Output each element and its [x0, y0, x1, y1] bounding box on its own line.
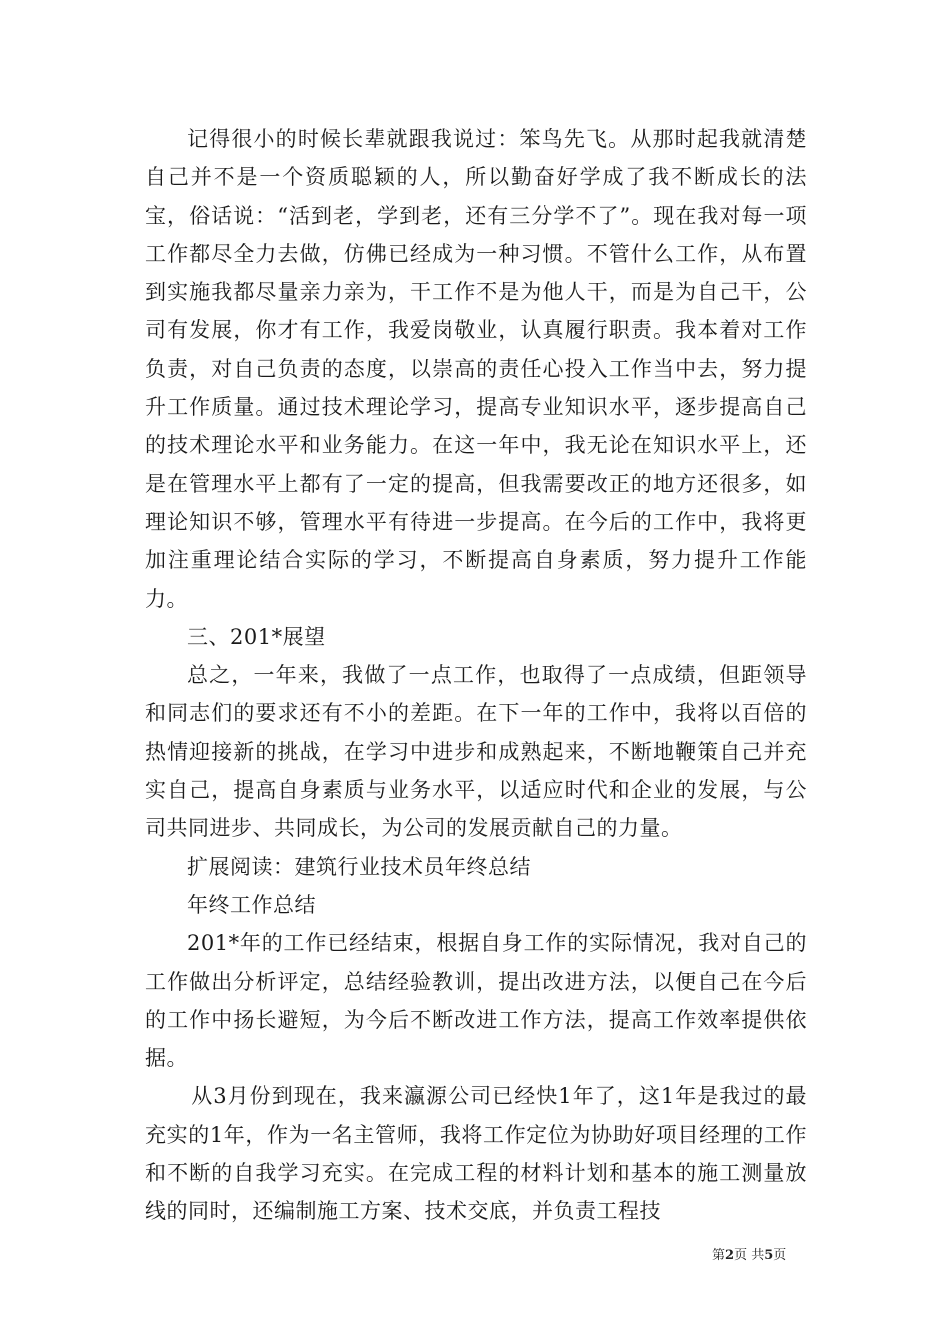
- extended-reading-title: 扩展阅读：建筑行业技术员年终总结: [187, 854, 531, 879]
- paragraph-summary: 总之，一年来，我做了一点工作，也取得了一点成绩，但距领导和同志们的要求还有不小的差距。在下一年的工作中，我将以百倍的热情迎接新的挑战，在学习中进步和成熟起来，不断地鞭策自己并充实自己，提高自身素质与业务水平，以适应时代和企业的发展，与公司共同进步、共同成长，为公司的发展贡献自己的力量。: [145, 663, 807, 841]
- document-body: [145, 120, 807, 1231]
- page-number-footer: [712, 1247, 832, 1265]
- footer-middle: 页 共: [734, 1248, 765, 1263]
- year-end-summary-title: 年终工作总结: [187, 892, 316, 917]
- paragraph-study-habits: 记得很小的时候长辈就跟我说过：笨鸟先飞。从那时起我就清楚自己并不是一个资质聪颖的人，所以勤奋好学成了我不断成长的法宝，俗话说：“活到老，学到老，还有三分学不了”。现在我对每一项工作都尽全力去做，仿佛已经成为一种习惯。不管什么工作，从布置到实施我都尽量亲力亲为，干工作不是为他人干，而是为自己干，公司有发展，你才有工作，我爱岗敬业，认真履行职责。我本着对工作负责，对自己负责的态度，以崇高的责任心投入工作当中去，努力提升工作质量。通过技术理论学习，提高专业知识水平，逐步提高自己的技术理论水平和业务能力。在这一年中，我无论在知识水平上，还是在管理水平上都有了一定的提高，但我需要改正的地方还很多，如理论知识不够，管理水平有待进一步提高。在今后的工作中，我将更加注重理论结合实际的学习，不断提高自身素质，努力提升工作能力。: [145, 127, 807, 611]
- footer-prefix: 第: [712, 1248, 726, 1263]
- footer-current-page: 2: [725, 1248, 735, 1263]
- paragraph-work-experience: 从3月份到现在，我来瀛源公司已经快1年了，这1年是我过的最充实的1年，作为一名主管师，我将工作定位为协助好项目经理的工作和不断的自我学习充实。在完成工程的材料计划和基本的施工测量放线的同时，还编制施工方案、技术交底，并负责工程技: [145, 1084, 807, 1224]
- footer-suffix: 页: [773, 1248, 787, 1263]
- footer-total-pages: 5: [764, 1248, 774, 1263]
- paragraph-year-review: 201*年的工作已经结束，根据自身工作的实际情况，我对自己的工作做出分析评定，总结经验教训，提出改进方法，以便自己在今后的工作中扬长避短，为今后不断改进工作方法，提高工作效率提供依据。: [145, 931, 807, 1071]
- section-heading-outlook: 三、201*展望: [187, 624, 326, 649]
